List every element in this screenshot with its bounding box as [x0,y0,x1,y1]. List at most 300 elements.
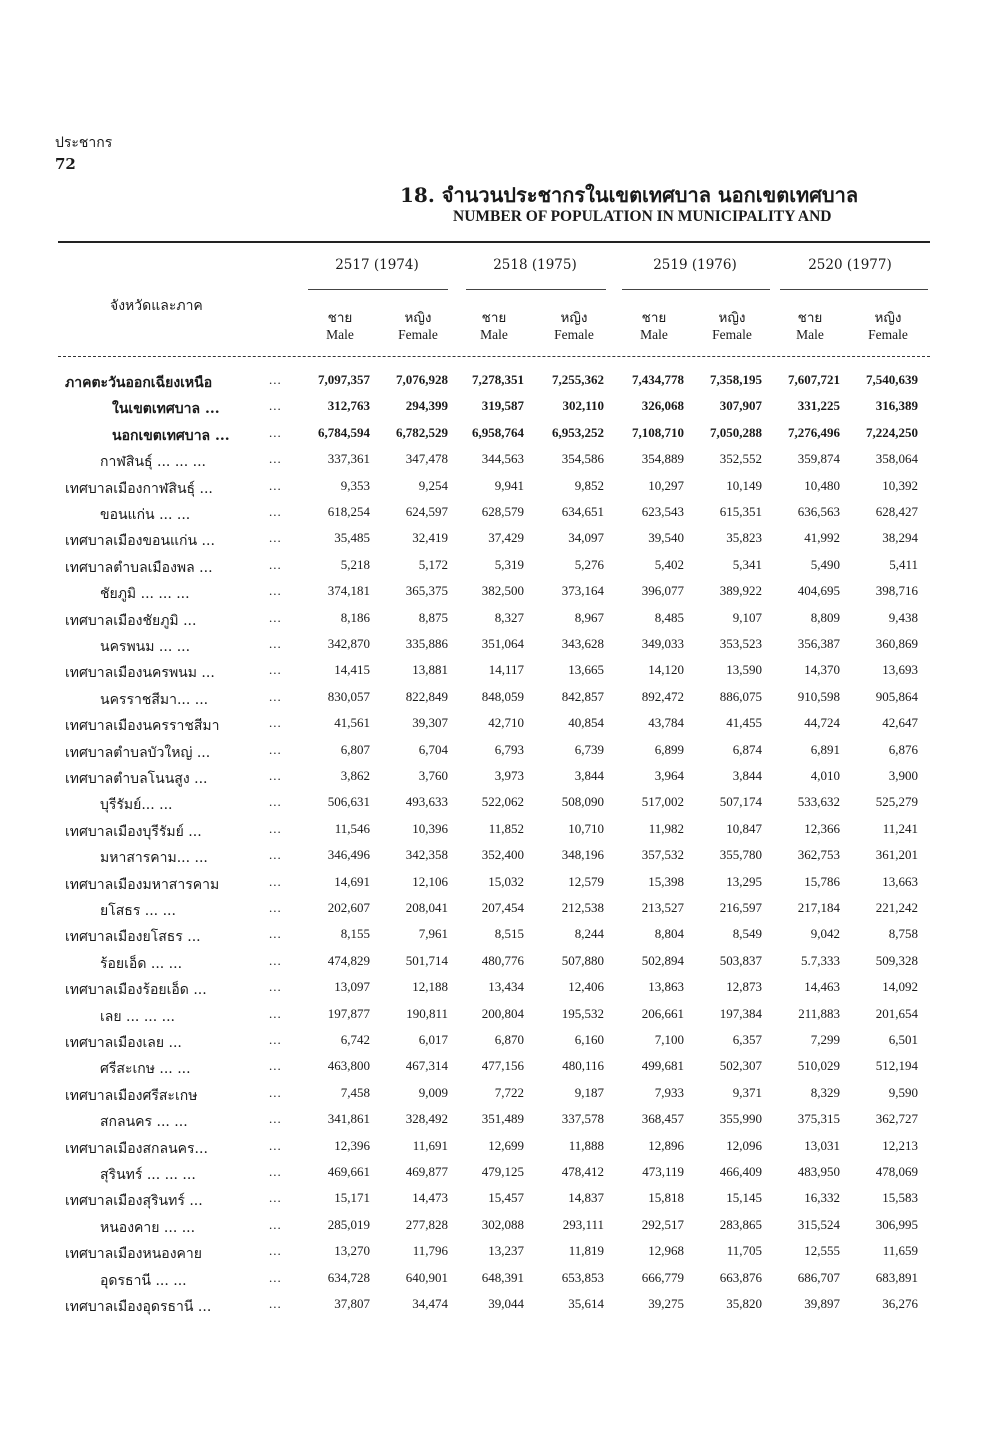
leader-dots: ... [269,583,282,599]
female-value-cell: 358,064 [875,451,918,467]
female-value-cell: 343,628 [561,636,604,651]
female-value-cell: 197,384 [719,1005,762,1021]
female-value-cell: 3,760 [418,768,448,783]
male-value-cell: 5,402 [654,556,684,572]
female-value-cell: 502,307 [719,1058,762,1074]
female-value-cell: 13,881 [412,662,448,678]
female-english-header: Female [868,327,908,342]
female-value-cell: 7,358,195 [710,372,762,387]
female-value-cell: 32,419 [412,530,448,546]
male-value-cell: 7,299 [810,1032,840,1047]
female-value-cell: 6,782,529 [396,424,448,440]
female-value-cell: 9,009 [418,1084,448,1100]
row-label: สุรินทร์ ... ... ... [100,1167,196,1183]
female-value-cell: 7,961 [418,926,448,942]
female-value-cell: 6,501 [888,1032,918,1047]
female-value-cell: 663,876 [719,1269,762,1285]
female-value-cell: 9,107 [732,609,762,625]
male-value-cell: 6,742 [340,1032,370,1047]
leader-dots: ... [269,504,282,519]
row-label: ภาคตะวันออกเฉียงเหนือ [65,375,213,391]
male-value-cell: 7,933 [654,1084,684,1100]
row-label: เทศบาลตำบลโนนสูง ... [65,771,208,787]
male-value-cell: 15,171 [334,1190,370,1206]
leader-dots: ... [269,1111,282,1127]
leader-dots: ... [269,1137,282,1153]
male-value-cell: 39,044 [488,1296,524,1311]
female-value-cell: 373,164 [561,583,604,599]
male-value-cell: 5.7,333 [801,952,840,968]
table-row [0,900,990,926]
row-label: เทศบาลเมืองชัยภูมิ ... [65,612,197,629]
male-value-cell: 8,485 [654,609,684,625]
female-value-cell: 6,874 [732,741,762,757]
table-row [0,742,990,768]
female-value-cell: 10,392 [882,477,918,493]
male-value-cell: 6,958,764 [472,424,524,440]
female-value-cell: 195,532 [561,1005,604,1021]
female-value-cell: 5,172 [418,556,448,572]
female-value-cell: 355,990 [719,1111,762,1127]
male-value-cell: 344,563 [481,451,524,467]
leader-dots: ... [269,1005,282,1021]
male-value-cell: 14,370 [804,662,840,678]
row-label: หนองคาย ... ... [100,1219,196,1236]
female-value-cell: 348,196 [561,847,604,863]
male-value-cell: 517,002 [641,794,684,810]
male-value-cell: 374,181 [327,583,370,599]
leader-dots: ... [269,1084,282,1100]
year-header-1975: 2518 (1975) [493,257,577,273]
male-value-cell: 11,852 [488,820,524,836]
female-value-cell: 11,796 [412,1243,448,1259]
male-value-cell: 6,870 [494,1032,524,1047]
male-value-cell: 648,391 [481,1269,524,1285]
female-value-cell: 8,549 [732,926,762,942]
male-value-cell: 404,695 [797,583,840,599]
male-value-cell: 910,598 [797,688,840,704]
female-value-cell: 5,341 [732,556,762,572]
male-thai-header: ชาย [327,310,353,326]
row-label: เทศบาลเมืองศรีสะเกษ [65,1087,198,1104]
male-value-cell: 8,329 [810,1084,840,1100]
male-value-cell: 8,327 [494,609,524,625]
leader-dots: ... [269,424,282,440]
row-label: ยโสธร ... ... [100,903,176,919]
male-value-cell: 479,125 [481,1164,524,1179]
male-value-cell: 41,992 [804,530,840,546]
male-value-cell: 213,527 [641,900,684,915]
male-value-cell: 14,415 [334,662,370,678]
female-value-cell: 905,864 [875,688,918,704]
female-value-cell: 507,880 [561,952,604,968]
male-value-cell: 15,032 [488,873,524,889]
row-label: บุรีรัมย์... ... [100,797,173,814]
row-label: ชัยภูมิ ... ... ... [100,586,190,603]
female-value-cell: 11,819 [568,1243,604,1259]
male-value-cell: 473,119 [642,1164,684,1179]
male-value-cell: 382,500 [481,583,524,599]
leader-dots: ... [269,477,282,493]
male-value-cell: 8,809 [810,609,840,625]
row-label: เทศบาลเมืองขอนแก่น ... [65,533,215,550]
female-value-cell: 508,090 [561,794,604,810]
male-english-header: Male [640,327,668,342]
table-row [0,1058,990,1084]
table-row [0,979,990,1005]
female-value-cell: 509,328 [875,952,918,968]
female-value-cell: 9,590 [888,1084,918,1100]
male-value-cell: 35,485 [334,530,370,546]
male-value-cell: 666,779 [641,1269,684,1285]
leader-dots: ... [269,926,282,942]
table-row [0,636,990,662]
table-row [0,1164,990,1190]
female-thai-header: หญิง [718,310,746,326]
male-value-cell: 8,804 [654,926,684,942]
male-value-cell: 506,631 [327,794,370,810]
table-row [0,874,990,900]
male-value-cell: 469,661 [327,1164,370,1179]
female-value-cell: 335,886 [405,636,448,651]
male-value-cell: 7,276,496 [788,424,840,440]
male-value-cell: 533,632 [797,794,840,810]
year-underline-3 [622,289,770,290]
table-row [0,504,990,530]
table-row [0,372,990,398]
table-row [0,1217,990,1243]
male-value-cell: 634,728 [327,1269,370,1285]
female-value-cell: 12,213 [882,1137,918,1153]
male-value-cell: 337,361 [327,451,370,467]
female-value-cell: 14,473 [412,1190,448,1206]
female-value-cell: 212,538 [561,900,604,915]
leader-dots: ... [269,1058,282,1074]
female-value-cell: 13,295 [726,873,762,889]
table-row [0,1296,990,1322]
leader-dots: ... [269,1296,282,1311]
row-label: สกลนคร ... ... [100,1114,188,1131]
female-value-cell: 11,888 [568,1137,604,1153]
male-value-cell: 9,042 [810,926,840,942]
male-value-cell: 312,763 [327,398,370,414]
male-value-cell: 4,010 [810,768,840,783]
row-label: เทศบาลเมืองมหาสารคาม [65,876,220,893]
male-value-cell: 12,366 [804,820,840,836]
male-value-cell: 502,894 [641,952,684,968]
male-value-cell: 9,353 [340,477,370,493]
male-value-cell: 375,315 [797,1111,840,1127]
female-value-cell: 493,633 [405,794,448,810]
female-value-cell: 389,922 [719,583,762,599]
female-value-cell: 3,844 [574,768,604,783]
row-label: เทศบาลเมืองนครราชสีมา [65,718,220,735]
female-value-cell: 342,358 [405,847,448,863]
female-value-cell: 12,406 [568,979,604,995]
male-value-cell: 349,033 [641,636,684,651]
male-value-cell: 39,275 [648,1296,684,1311]
male-value-cell: 6,784,594 [318,424,370,440]
male-value-cell: 686,707 [797,1269,840,1285]
male-value-cell: 15,398 [648,873,684,889]
male-value-cell: 352,400 [481,847,524,863]
female-value-cell: 352,552 [719,451,762,467]
year-header-1977: 2520 (1977) [808,257,892,273]
row-label: เทศบาลเมืองกาฬสินธุ์ ... [65,480,213,497]
female-value-cell: 9,438 [888,609,918,625]
female-value-cell: 6,160 [574,1032,604,1047]
male-value-cell: 12,699 [488,1137,524,1153]
female-value-cell: 216,597 [719,900,762,915]
row-label: เทศบาลเมืองอุดรธานี ... [65,1299,212,1315]
female-value-cell: 316,389 [875,398,918,414]
female-value-cell: 3,900 [888,768,918,783]
male-value-cell: 197,877 [327,1005,370,1021]
female-value-cell: 14,837 [568,1190,604,1206]
female-value-cell: 11,691 [412,1137,448,1153]
female-value-cell: 14,092 [882,979,918,995]
row-label: ขอนแก่น ... ... [100,507,191,523]
male-value-cell: 200,804 [481,1005,524,1021]
female-english-header: Female [554,327,594,342]
row-label: ในเขตเทศบาล ... [112,401,220,418]
female-value-cell: 10,710 [568,820,604,836]
female-value-cell: 353,523 [719,636,762,651]
female-thai-header: หญิง [560,310,588,326]
female-value-cell: 40,854 [568,715,604,731]
year-header-1974: 2517 (1974) [335,257,419,273]
leader-dots: ... [269,900,282,915]
male-value-cell: 285,019 [327,1216,370,1232]
leader-dots: ... [269,1269,282,1285]
female-value-cell: 9,187 [574,1084,604,1100]
table-row [0,1270,990,1296]
male-value-cell: 13,270 [334,1243,370,1259]
female-value-cell: 365,375 [405,583,448,599]
leader-dots: ... [269,636,282,651]
female-value-cell: 35,820 [726,1296,762,1311]
male-value-cell: 351,064 [481,636,524,651]
male-value-cell: 41,561 [334,715,370,731]
female-value-cell: 39,307 [412,715,448,731]
male-english-header: Male [480,327,508,342]
male-thai-header: ชาย [641,310,667,326]
leader-dots: ... [269,820,282,836]
table-row [0,715,990,741]
leader-dots: ... [269,1190,282,1206]
table-row [0,530,990,556]
female-value-cell: 38,294 [882,530,918,546]
male-value-cell: 7,434,778 [632,372,684,387]
row-label: เทศบาลเมืองยโสธร ... [65,929,201,946]
male-value-cell: 477,156 [481,1058,524,1074]
female-value-cell: 469,877 [405,1164,448,1179]
male-value-cell: 37,429 [488,530,524,546]
male-value-cell: 848,059 [481,688,524,704]
male-value-cell: 357,532 [641,847,684,863]
female-value-cell: 7,540,639 [866,372,918,387]
leader-dots: ... [269,741,282,757]
male-value-cell: 217,184 [797,900,840,915]
male-value-cell: 341,861 [327,1111,370,1127]
female-value-cell: 347,478 [405,451,448,467]
male-value-cell: 5,490 [810,556,840,572]
row-label: ร้อยเอ็ด ... ... [100,955,183,972]
female-value-cell: 507,174 [719,794,762,810]
male-value-cell: 8,515 [494,926,524,942]
year-underline-1 [308,289,448,290]
male-value-cell: 10,297 [648,477,684,493]
male-value-cell: 474,829 [327,952,370,968]
female-thai-header: หญิง [874,310,902,326]
leader-dots: ... [269,1243,282,1259]
female-value-cell: 190,811 [406,1005,448,1021]
female-value-cell: 501,714 [405,952,448,968]
male-value-cell: 7,607,721 [788,372,840,387]
female-value-cell: 10,396 [412,820,448,836]
male-value-cell: 14,463 [804,979,840,995]
male-value-cell: 326,068 [641,398,684,414]
male-value-cell: 6,793 [494,741,524,757]
female-value-cell: 398,716 [875,583,918,599]
female-value-cell: 6,017 [418,1032,448,1047]
table-row [0,794,990,820]
female-value-cell: 9,254 [418,477,448,493]
male-value-cell: 342,870 [327,636,370,651]
table-row [0,1243,990,1269]
female-value-cell: 337,578 [561,1111,604,1127]
table-title-thai [400,179,858,211]
female-value-cell: 7,255,362 [552,372,604,387]
female-value-cell: 42,647 [882,715,918,731]
row-label: เทศบาลตำบลเมืองพล ... [65,559,213,576]
male-value-cell: 346,496 [327,847,370,863]
leader-dots: ... [269,715,282,731]
female-value-cell: 13,665 [568,662,604,678]
female-value-cell: 8,967 [574,609,604,625]
table-row [0,689,990,715]
male-english-header: Male [796,327,824,342]
female-value-cell: 624,597 [405,504,448,519]
male-thai-header: ชาย [481,310,507,326]
male-value-cell: 39,897 [804,1296,840,1311]
table-row [0,610,990,636]
female-value-cell: 10,149 [726,477,762,493]
table-row [0,1032,990,1058]
row-label: เทศบาลเมืองสกลนคร... [65,1140,208,1157]
table-row [0,926,990,952]
female-value-cell: 208,041 [405,900,448,915]
leader-dots: ... [269,1216,282,1232]
table-number: 18. [400,183,435,207]
female-value-cell: 13,663 [882,873,918,889]
female-value-cell: 628,427 [875,504,918,519]
row-label: อุดรธานี ... ... [100,1272,187,1289]
male-value-cell: 3,862 [340,768,370,783]
male-value-cell: 463,800 [327,1058,370,1074]
female-value-cell: 201,654 [875,1005,918,1021]
female-value-cell: 41,455 [726,715,762,731]
female-value-cell: 503,837 [719,952,762,968]
male-value-cell: 16,332 [804,1190,840,1206]
male-value-cell: 6,807 [340,741,370,757]
male-value-cell: 7,458 [340,1084,370,1100]
row-label: ศรีสะเกษ ... ... [100,1061,191,1078]
female-value-cell: 640,901 [405,1269,448,1285]
leader-dots: ... [269,847,282,863]
row-label: เทศบาลตำบลบัวใหญ่ ... [65,744,211,761]
female-value-cell: 277,828 [405,1216,448,1232]
male-value-cell: 7,278,351 [472,372,524,387]
table-row [0,1138,990,1164]
male-value-cell: 302,088 [481,1216,524,1232]
male-value-cell: 8,155 [340,926,370,942]
table-row [0,583,990,609]
female-value-cell: 480,116 [562,1058,604,1074]
male-value-cell: 483,950 [797,1164,840,1179]
male-value-cell: 480,776 [481,952,524,968]
male-value-cell: 37,807 [334,1296,370,1311]
row-label: เลย ... ... ... [100,1008,175,1025]
female-value-cell: 328,492 [405,1111,448,1127]
leader-dots: ... [269,768,282,783]
female-value-cell: 3,844 [732,768,762,783]
female-value-cell: 360,869 [875,636,918,651]
female-value-cell: 5,276 [574,556,604,572]
row-label: เทศบาลเมืองนครพนม ... [65,665,215,682]
female-value-cell: 11,705 [726,1243,762,1259]
male-value-cell: 522,062 [481,794,524,810]
female-value-cell: 12,106 [412,873,448,889]
female-value-cell: 361,201 [875,847,918,863]
female-value-cell: 478,412 [561,1164,604,1179]
male-value-cell: 13,097 [334,979,370,995]
female-value-cell: 35,614 [568,1296,604,1311]
male-value-cell: 628,579 [481,504,524,519]
female-value-cell: 10,847 [726,820,762,836]
table-title-english: NUMBER OF POPULATION IN MUNICIPALITY AND [453,208,832,225]
female-value-cell: 15,145 [726,1190,762,1206]
header-rule [58,356,930,357]
female-value-cell: 283,865 [719,1216,762,1232]
female-value-cell: 8,244 [574,926,604,942]
male-value-cell: 43,784 [648,715,684,731]
male-value-cell: 362,753 [797,847,840,863]
male-value-cell: 10,480 [804,477,840,493]
female-value-cell: 467,314 [405,1058,448,1074]
row-label: เทศบาลเมืองร้อยเอ็ด ... [65,982,207,999]
male-value-cell: 618,254 [327,504,370,519]
male-value-cell: 13,237 [488,1243,524,1259]
female-english-header: Female [712,327,752,342]
male-value-cell: 14,120 [648,662,684,678]
region-column-header: จังหวัดและภาค [110,298,203,314]
male-value-cell: 39,540 [648,530,684,546]
male-value-cell: 7,097,357 [318,372,370,387]
table-row [0,821,990,847]
female-value-cell: 34,097 [568,530,604,546]
male-value-cell: 331,225 [797,398,840,414]
female-thai-header: หญิง [404,310,432,326]
male-value-cell: 3,973 [494,768,524,783]
male-value-cell: 12,968 [648,1243,684,1259]
female-value-cell: 822,849 [405,688,448,704]
female-value-cell: 11,241 [882,820,918,836]
table-row [0,425,990,451]
male-thai-header: ชาย [797,310,823,326]
leader-dots: ... [269,952,282,968]
female-value-cell: 7,050,288 [710,424,762,440]
